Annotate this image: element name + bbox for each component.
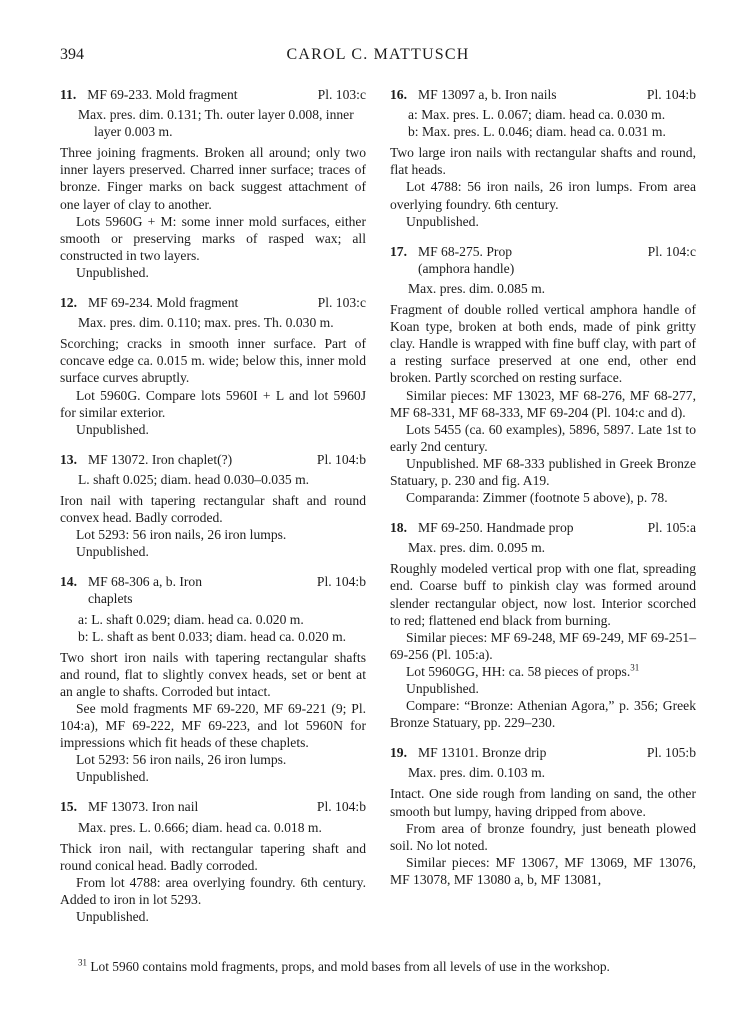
measurements: L. shaft 0.025; diam. head 0.030–0.035 m. — [78, 471, 310, 487]
comparanda: Compare: “Bronze: Athenian Agora,” p. 356; Greek Bronze Statuary, pp. 229–230. — [390, 698, 696, 731]
similar-pieces: Similar pieces: MF 13067, MF 13069, MF 13076, MF 13078, MF 13080 a, b, MF 13081, — [390, 854, 696, 887]
description: Two short iron nails with tapering rectangular shafts and round, flat to slightly convex heads, set or bent at an angle to shafts. Corroded but intact. — [60, 649, 366, 699]
description: Two large iron nails with rectangular shafts and round, flat heads. — [390, 145, 696, 178]
description: Three joining fragments. Broken all around; only two inner layers preserved. Charred inner surface; traces of bronze. Finger marks on back suggest attachment of one layer of clay to another. — [60, 145, 366, 212]
right-column — [390, 86, 696, 901]
catalog-entry-16 — [390, 86, 696, 230]
measurements: Max. pres. L. 0.666; diam. head ca. 0.018 m. — [78, 819, 322, 835]
plate-ref: Pl. 104:c — [647, 243, 696, 259]
entry-number: 12. — [60, 295, 77, 311]
measurements-b: b: Max. pres. L. 0.046; diam. head ca. 0.031 m. — [408, 124, 666, 140]
plate-ref: Pl. 104:b — [316, 799, 366, 815]
lot-note: Lot 5960G. Compare lots 5960I + L and lot 5960J for similar exterior. — [60, 387, 366, 420]
description: Intact. One side rough from landing on sand, the other smooth but lumpy, having dripped from above. — [390, 786, 696, 819]
entry-number: 19. — [390, 745, 407, 761]
page-number: 394 — [60, 46, 84, 63]
comparanda: Comparanda: Zimmer (footnote 5 above), p. 78. — [406, 490, 668, 506]
plate-ref: Pl. 104:b — [316, 574, 366, 590]
publication-status: Unpublished. — [76, 264, 149, 280]
entry-title: MF 13072. Iron chaplet(?) — [88, 451, 233, 467]
entry-title: MF 69-234. Mold fragment — [88, 295, 239, 311]
description: Fragment of double rolled vertical amphora handle of Koan type, broken at both ends, made of pink gritty clay. Handle is wrapped with fine buff clay, with part of a resting surface preserved at one end, other end broken. Partly scorched on resting surface. — [390, 302, 696, 386]
catalog-entry-18 — [390, 519, 696, 731]
similar-pieces: Similar pieces: MF 69-248, MF 69-249, MF 69-251–69-256 (Pl. 105:a). — [390, 629, 696, 662]
footnote-mark: 31 — [78, 957, 87, 968]
publication-status: Unpublished. — [406, 681, 479, 696]
measurements-a: a: L. shaft 0.029; diam. head ca. 0.020 m. — [78, 611, 304, 627]
plate-ref: Pl. 104:b — [646, 87, 696, 102]
description: Iron nail with tapering rectangular shaft and round convex head. Badly corroded. — [60, 492, 366, 526]
catalog-entry-12 — [60, 294, 366, 438]
entry-number: 18. — [390, 520, 407, 536]
entry-number: 13. — [60, 451, 77, 467]
lot-note: From lot 4788: area overlying foundry. 6th century. Added to iron in lot 5293. — [60, 874, 366, 907]
running-header — [60, 46, 696, 66]
measurements: Max. pres. dim. 0.095 m. — [408, 540, 546, 556]
plate-ref: Pl. 103:c — [317, 295, 366, 311]
entry-title: MF 68-275. Prop (amphora handle) — [418, 243, 515, 276]
plate-ref: Pl. 105:b — [646, 745, 696, 761]
publication-status: Unpublished. — [76, 544, 149, 560]
entry-title: MF 69-250. Handmade prop — [418, 520, 574, 536]
running-head-author: CAROL C. MATTUSCH — [286, 46, 470, 63]
description: Roughly modeled vertical prop with one flat, spreading end. Coarse buff to pinkish clay was formed around slender rectangular object, now lost. Interior scorched to red; flattened end black from burning. — [390, 561, 696, 628]
entry-title: MF 69-233. Mold fragment — [87, 87, 238, 102]
catalog-entry-11 — [60, 86, 366, 281]
footnote — [60, 958, 696, 975]
entry-number: 14. — [60, 574, 77, 590]
entry-title: MF 13073. Iron nail — [88, 799, 199, 815]
plate-ref: Pl. 105:a — [647, 520, 696, 536]
catalog-entry-13 — [60, 451, 366, 561]
publication-status: Unpublished. — [76, 909, 149, 925]
similar-pieces: Similar pieces: MF 13023, MF 68-276, MF 68-277, MF 68-331, MF 68-333, MF 69-204 (Pl. 104:c and d). — [390, 387, 696, 420]
lot-note: Lot 4788: 56 iron nails, 26 iron lumps. From area overlying foundry. 6th century. — [390, 179, 696, 212]
entry-number: 15. — [60, 799, 77, 815]
measurements: Max. pres. dim. 0.103 m. — [408, 765, 546, 781]
description: Scorching; cracks in smooth inner surface. Part of concave edge ca. 0.015 m. wide; below this, inner mold surface curves abruptly. — [60, 336, 366, 386]
lot-note — [390, 663, 696, 680]
cross-reference: See mold fragments MF 69-220, MF 69-221 (9; Pl. 104:a), MF 69-222, MF 69-223, and lot 5960N for impressions which fit heads of these chaplets. — [60, 701, 366, 751]
entry-number: 17. — [390, 243, 407, 259]
provenance-note: From area of bronze foundry, just beneath plowed soil. No lot noted. — [390, 820, 696, 853]
publication-status: Unpublished. MF 68-333 published in Greek Bronze Statuary, p. 230 and fig. A19. — [390, 455, 696, 488]
entry-number: 16. — [390, 87, 407, 102]
footnote-reference: 31 — [630, 662, 640, 673]
lot-note: Lots 5960G + M: some inner mold surfaces, either smooth or preserving marks of rasped wax; all constructed in two layers. — [60, 213, 366, 263]
description: Thick iron nail, with rectangular tapering shaft and round conical head. Badly corroded. — [60, 840, 366, 873]
measurements: Max. pres. dim. 0.131; Th. outer layer 0.008, inner layer 0.003 m. — [78, 107, 354, 140]
entry-title: MF 13101. Bronze drip — [418, 745, 547, 761]
measurements-a: a: Max. pres. L. 0.067; diam. head ca. 0.030 m. — [408, 107, 666, 123]
measurements-b: b: L. shaft as bent 0.033; diam. head ca. 0.020 m. — [78, 628, 347, 644]
publication-status: Unpublished. — [76, 769, 149, 785]
footnote-text: Lot 5960 contains mold fragments, props, and mold bases from all levels of use in the workshop. — [90, 959, 610, 974]
publication-status: Unpublished. — [76, 421, 149, 437]
measurements: Max. pres. dim. 0.110; max. pres. Th. 0.030 m. — [78, 315, 334, 331]
entry-title: MF 68-306 a, b. Iron chaplets — [88, 574, 203, 607]
entry-title: MF 13097 a, b. Iron nails — [418, 87, 557, 102]
left-column — [60, 86, 366, 938]
catalog-entry-14 — [60, 573, 366, 785]
measurements: Max. pres. dim. 0.085 m. — [408, 280, 546, 296]
catalog-entry-17 — [390, 243, 696, 506]
catalog-entry-15 — [60, 798, 366, 925]
plate-ref: Pl. 104:b — [316, 451, 366, 467]
lot-note: Lots 5455 (ca. 60 examples), 5896, 5897. Late 1st to early 2nd century. — [390, 421, 696, 454]
catalog-entry-19 — [390, 744, 696, 888]
lot-note-text: Lot 5960GG, HH: ca. 58 pieces of props. — [406, 663, 631, 679]
lot-note: Lot 5293: 56 iron nails, 26 iron lumps. — [76, 752, 287, 768]
lot-note: Lot 5293: 56 iron nails, 26 iron lumps. — [76, 527, 287, 543]
publication-status: Unpublished. — [406, 213, 479, 229]
plate-ref: Pl. 103:c — [317, 87, 366, 102]
entry-number: 11. — [60, 87, 77, 102]
